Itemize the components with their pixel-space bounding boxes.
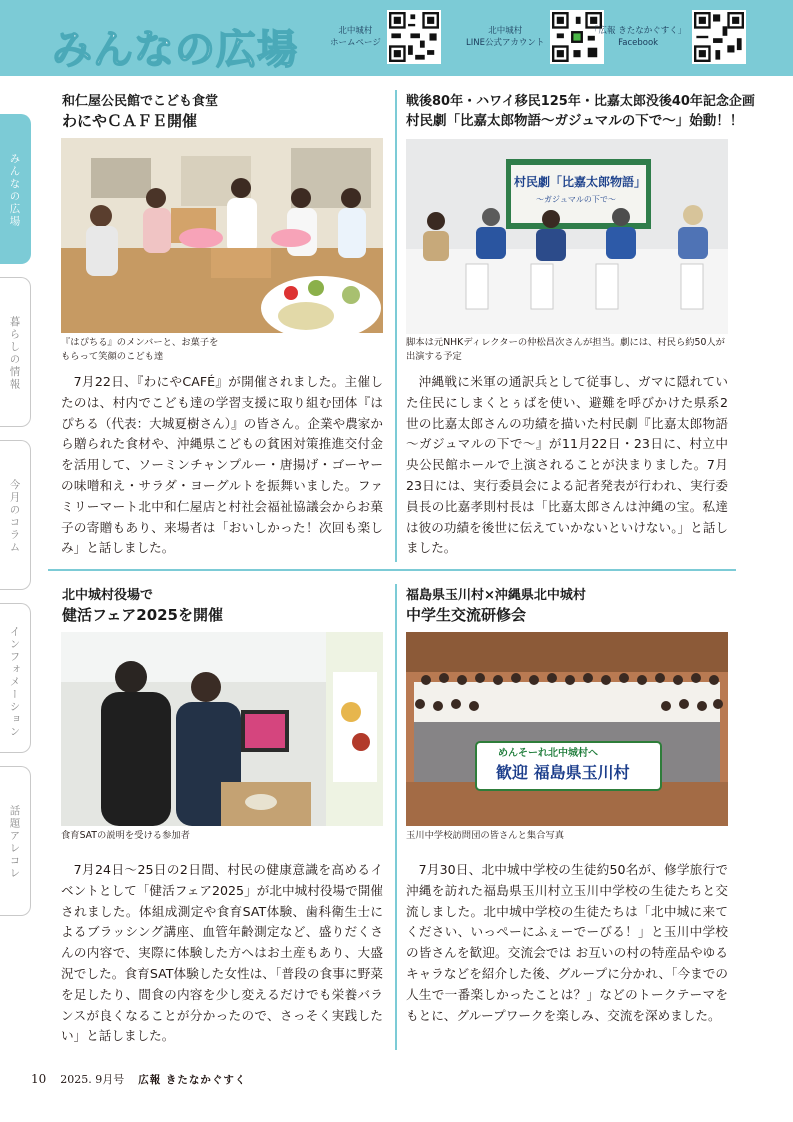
- qr-label-homepage: 北中城村 ホームページ: [330, 26, 381, 48]
- article-body: 7月30日、北中城中学校の生徒約50名が、修学旅行で沖縄を訪れた福島県玉川村立玉川中学校の生徒たちと交流しました。北中城中学校の生徒たちは「北中城に来てください、いっぺーにふぇーでーびる！」と玉川中学校の皆さんを歓迎。交流会では お互いの村の特産品やゆるキャラなどを紹介した後、グループに分かれ、「今までの人生で一番楽しかったことは？」などのトークテーマをもとに、グループワークを楽しみ、交流を深めました。: [406, 862, 728, 1023]
- qr-code-icon[interactable]: [387, 10, 441, 64]
- magazine-name: 広報 きたなかぐすく: [138, 1074, 247, 1086]
- tab-kongetsu-no-column[interactable]: [0, 440, 31, 590]
- page-footer: [31, 1071, 246, 1087]
- tab-label: 話題アレコレ: [8, 805, 21, 880]
- photo-caption: 玉川中学校訪問団の皆さんと集合写真: [406, 830, 565, 841]
- tab-label: インフォメーション: [8, 626, 21, 739]
- photo-kids-cafe: [61, 138, 383, 333]
- tab-minna-no-hiroba[interactable]: [0, 114, 31, 264]
- photo-caption: 脚本は元NHKディレクターの仲松昌次さんが担当。劇には、村民ら約50人が出演する予定: [406, 337, 725, 362]
- article-kenkatsu-fair: [62, 586, 384, 625]
- page-header: [0, 0, 793, 76]
- section-title: みんなの広場: [52, 27, 298, 73]
- article-kicker: 北中城村役場で: [62, 588, 154, 603]
- article-higa-taro: [406, 92, 755, 131]
- tab-label: 暮らしの情報: [8, 316, 21, 391]
- section-divider: [48, 569, 736, 571]
- photo-press-conference: [406, 139, 728, 334]
- article-body: 沖縄戦に米軍の通訳兵として従事し、ガマに隠れていた住民にしまくとぅばを使い、避難を呼びかけた県系2世の比嘉太郎さんの功績を描いた村民劇『比嘉太郎物語～ガジュマルの下で～』が11月22日・23日に、村立中央公民館ホールで上演されることが決まりました。7月23日には、実行委員会による記者発表が行われ、実行委員長の比嘉孝則村長は「比嘉太郎さんは沖縄の宝。私達は彼の功績を後世に伝えていかないといけない。」と話しました。: [406, 374, 728, 556]
- tab-label: みんなの広場: [8, 153, 21, 228]
- tab-kurashi-no-joho[interactable]: [0, 277, 31, 427]
- photo-caption: 食育SATの説明を受ける参加者: [61, 830, 190, 841]
- article-body: 7月24日～25日の2日間、村民の健康意識を高めるイベントとして「健活フェア2025」が北中城村役場で開催されました。体組成測定や食育SAT体験、歯科衛生士によるブラッシング講座、血管年齢測定など、盛りだくさんの内容で、実際に体験した方へはお土産もあり、大盛況でした。食育SAT体験した女性は、「普段の食事に野菜を足したり、間食の内容を少し変えるだけでも栄養バランスが良くなることが分かったので、さっそく実践したい」と話しました。: [61, 862, 383, 1044]
- tab-label: 今月のコラム: [8, 479, 21, 554]
- banner-welcome-top: めんそーれ北中城村へ: [498, 748, 598, 759]
- column-divider: [395, 90, 397, 562]
- qr-homepage: [330, 10, 441, 64]
- article-title: わにやＣＡＦＥ開催: [62, 112, 198, 130]
- article-waniya-cafe: [62, 92, 384, 131]
- article-title: 健活フェア2025を開催: [62, 606, 223, 624]
- article-kicker: 福島県玉川村×沖縄県北中城村: [406, 588, 586, 603]
- tab-information[interactable]: [0, 603, 31, 753]
- banner-sign-title: 村民劇「比嘉太郎物語」: [514, 175, 647, 189]
- qr-label-facebook: 「広報 きたなかぐすく」 Facebook: [590, 26, 687, 48]
- qr-line: [466, 10, 604, 64]
- qr-facebook: [590, 10, 746, 64]
- article-title: 村民劇「比嘉太郎物語～ガジュマルの下で～」始動！！: [406, 113, 744, 129]
- article-title: 中学生交流研修会: [406, 606, 527, 624]
- column-divider: [395, 584, 397, 1050]
- article-kicker: 戦後80年・ハワイ移民125年・比嘉太郎没後40年記念企画: [406, 94, 755, 109]
- photo-caption: 『はぴちる』のメンバーと、お菓子を もらって笑顔のこども達: [61, 337, 219, 362]
- issue-date: 2025. 9月号: [60, 1073, 125, 1086]
- article-body: 7月22日、『わにやCAFÉ』が開催されました。主催したのは、村内でこども達の学習支援に取り組む団体『はぴちる（代表：大城夏樹さん）』の皆さん。企業や農家から贈られた食材や、沖縄県こどもの貧困対策推進交付金を活用して、ソーミンチャンプルー・唐揚げ・ゴーヤーの味噌和え・サラダ・ヨーグルトを振舞いました。ファミリーマート北中和仁屋店と村社会福祉協議会からお菓子の寄贈もあり、来場者は「おいしかった！次回も楽しみ」と話しました。: [61, 374, 383, 556]
- tab-wadai-arekore[interactable]: [0, 766, 31, 916]
- qr-label-line: 北中城村 LINE公式アカウント: [466, 26, 545, 48]
- article-tamakawa-exchange: [406, 586, 736, 625]
- article-kicker: 和仁屋公民館でこども食堂: [62, 94, 219, 109]
- qr-code-icon[interactable]: [692, 10, 746, 64]
- photo-health-fair: [61, 632, 383, 826]
- photo-group-students: [406, 632, 728, 826]
- banner-welcome-main: 歓迎 福島県玉川村: [496, 763, 630, 782]
- banner-sign-subtitle: ～ガジュマルの下で～: [536, 195, 616, 204]
- page-number: 10: [31, 1072, 47, 1086]
